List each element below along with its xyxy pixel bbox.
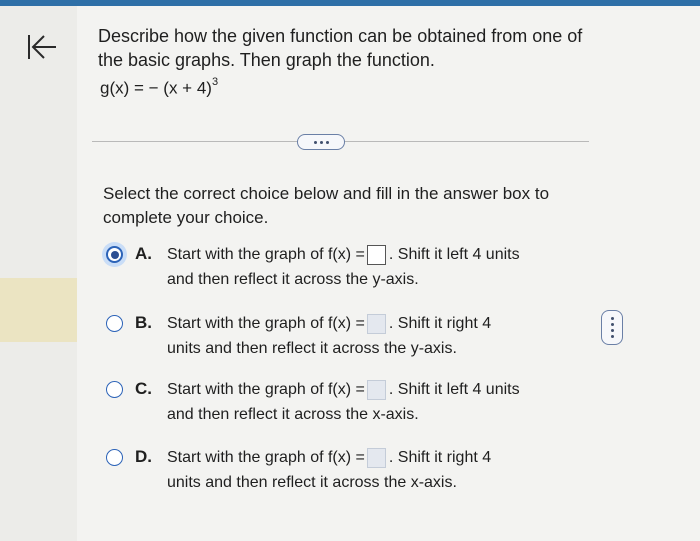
more-dots-icon[interactable] xyxy=(297,134,345,150)
choice-prefix: Start with the graph of f(x) = xyxy=(167,381,365,399)
left-highlight xyxy=(0,278,77,342)
choice-line2: and then reflect it across the x-axis. xyxy=(167,406,419,423)
choice-letter: A. xyxy=(135,244,152,263)
choice-c[interactable] xyxy=(106,378,606,434)
left-panel xyxy=(0,6,77,541)
answer-box-c[interactable] xyxy=(367,380,386,400)
radio-c[interactable] xyxy=(106,381,123,398)
choice-prefix: Start with the graph of f(x) = xyxy=(167,315,365,333)
function-exponent: 3 xyxy=(211,76,219,88)
back-button[interactable] xyxy=(22,30,62,64)
function-formula xyxy=(100,78,218,99)
choice-a[interactable] xyxy=(106,243,606,299)
answer-box-d[interactable] xyxy=(367,448,386,468)
choice-letter: C. xyxy=(135,379,152,398)
top-bar xyxy=(0,0,700,6)
choice-prefix: Start with the graph of f(x) = xyxy=(167,449,365,467)
choice-suffix: . Shift it left 4 units xyxy=(388,381,520,399)
choice-suffix: . Shift it right 4 xyxy=(388,315,492,333)
radio-d[interactable] xyxy=(106,449,123,466)
answer-box-b[interactable] xyxy=(367,314,386,334)
choice-line2: and then reflect it across the y-axis. xyxy=(167,271,419,288)
choice-b[interactable] xyxy=(106,312,606,368)
choice-line2: units and then reflect it across the x-axis. xyxy=(167,474,457,491)
instructions: Select the correct choice below and fill in the answer box to complete your choice. xyxy=(103,184,550,227)
choice-letter: B. xyxy=(135,313,152,332)
question-text: Describe how the given function can be obtained from one of the basic graphs. Then graph the function. xyxy=(98,26,583,70)
choice-letter: D. xyxy=(135,447,152,466)
choice-suffix: . Shift it right 4 xyxy=(388,449,492,467)
choice-d[interactable] xyxy=(106,446,606,502)
choice-line2: units and then reflect it across the y-axis. xyxy=(167,340,457,357)
back-to-start-icon xyxy=(22,30,62,64)
choice-prefix: Start with the graph of f(x) = xyxy=(167,246,365,264)
radio-b[interactable] xyxy=(106,315,123,332)
radio-a[interactable] xyxy=(106,246,123,263)
choice-suffix: . Shift it left 4 units xyxy=(388,246,520,264)
function-lhs: g(x) = − (x + 4) xyxy=(100,78,212,98)
vertical-dots-icon[interactable] xyxy=(601,310,623,345)
answer-box-a[interactable] xyxy=(367,245,386,265)
